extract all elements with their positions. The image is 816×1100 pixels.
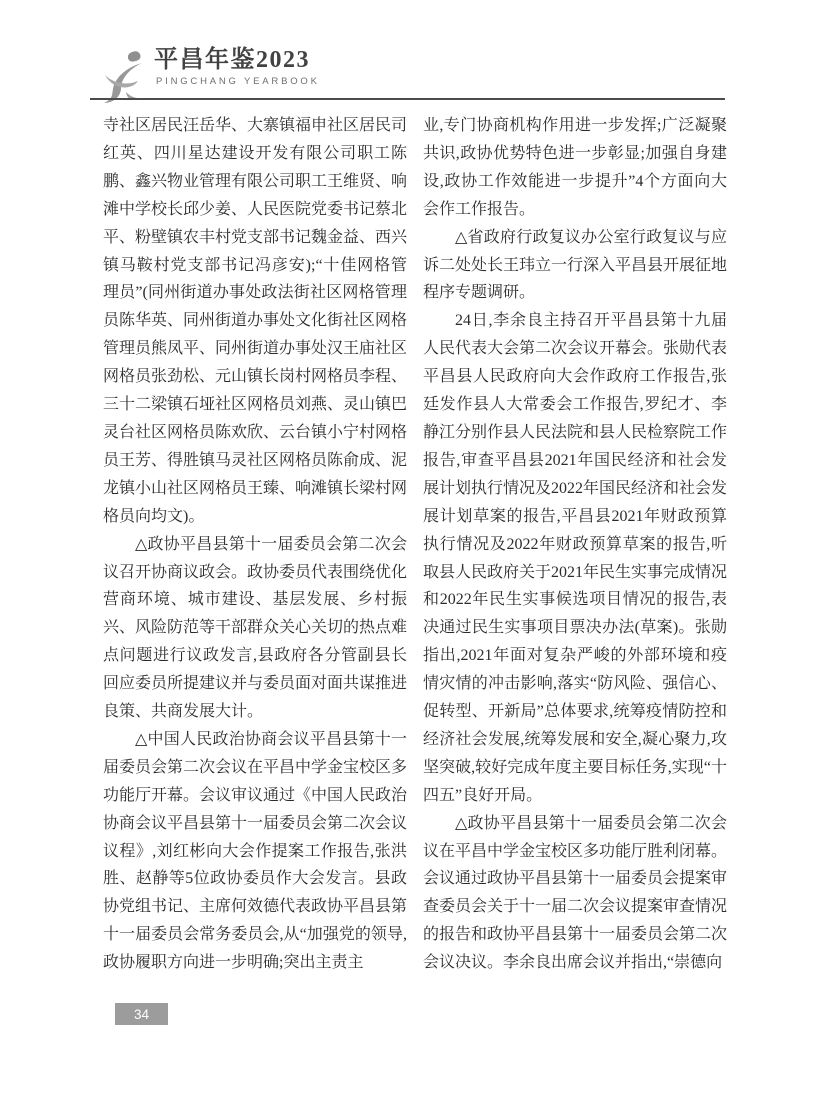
right-column: [423, 112, 727, 977]
page-number-badge: 34: [115, 1003, 168, 1025]
yearbook-logo-swoosh-icon: [96, 48, 148, 104]
paragraph-cppcc-session-closing: △政协平昌县第十一届委员会第二次会议在平昌中学金宝校区多功能厅胜利闭幕。会议通过政协平昌县第十一届委员会提案审查委员会关于十一届二次会议提案审查情况的报告和政协平昌县第十一届委员会第二次会议决议。李余良出席会议并指出,“崇德向: [423, 814, 728, 972]
paragraph-cppcc-session-opening: △中国人民政治协商会议平昌县第十一届委员会第二次会议在平昌中学金宝校区多功能厅开幕。会议审议通过《中国人民政治协商会议平昌县第十一届委员会第二次会议议程》,刘红彬向大会作提案工作报告,张洪胜、赵静等5位政协委员作大会发言。县政协党组书记、主席何效德代表政协平昌县第十一届委员会常务委员会,从“加强党的领导,政协履职方向进一步明确;突出主责主: [103, 730, 408, 972]
header-titles: [154, 46, 320, 87]
page-body: [103, 112, 727, 977]
left-column: [103, 112, 407, 977]
header-divider: [90, 98, 725, 100]
yearbook-subtitle: PINGCHANG YEARBOOK: [156, 76, 320, 87]
paragraph-cppcc-consultation-meeting: △政协平昌县第十一届委员会第二次会议召开协商议政会。政协委员代表围绕优化营商环境、城市建设、基层发展、乡村振兴、风险防范等干部群众关心关切的热点难点问题进行议政发言,县政府各分管副县长回应委员所提建议并与委员面对面共谋推进良策、共商发展大计。: [103, 535, 408, 721]
page-header: [96, 46, 320, 104]
paragraph-cppcc-report-continuation: 业,专门协商机构作用进一步发挥;广泛凝聚共识,政协优势特色进一步彰显;加强自身建设,政协工作效能进一步提升”4个方面向大会作工作报告。: [423, 117, 727, 218]
paragraph-grid-worker-awards-continuation: 寺社区居民汪岳华、大寨镇福申社区居民司红英、四川星达建设开发有限公司职工陈鹏、鑫兴物业管理有限公司职工王维贤、响滩中学校长邱少姜、人民医院党委书记蔡北平、粉壁镇农丰村党支部书记魏金益、西兴镇马鞍村党支部书记冯彦安);“十佳网格管理员”(同州街道办事处政法街社区网格管理员陈华英、同州街道办事处文化街社区网格管理员熊凤平、同州街道办事处汉王庙社区网格员张劲松、元山镇长岗村网格员李程、三十二梁镇石垭社区网格员刘燕、灵山镇巴灵台社区网格员陈欢欣、云台镇小宁村网格员王芳、得胜镇马灵社区网格员陈俞成、泥龙镇小山社区网格员王臻、响滩镇长梁村网格员向均文)。: [103, 117, 408, 525]
paragraph-provincial-review-office-survey: △省政府行政复议办公室行政复议与应诉二处处长王玮立一行深入平昌县开展征地程序专题调研。: [423, 228, 728, 302]
paragraph-peoples-congress-opening: 24日,李余良主持召开平昌县第十九届人民代表大会第二次会议开幕会。张勋代表平昌县人民政府向大会作政府工作报告,张廷发作县人大常委会工作报告,罗纪才、李静江分别作县人民法院和县人民检察院工作报告,审查平昌县2021年国民经济和社会发展计划执行情况及2022年国民经济和社会发展计划草案的报告,平昌县2021年财政预算执行情况及2022年财政预算草案的报告,听取县人民政府关于2021年民生实事完成情况和2022年民生实事候选项目情况的报告,表决通过民生实事项目票决办法(草案)。张勋指出,2021年面对复杂严峻的外部环境和疫情灾情的冲击影响,落实“防风险、强信心、促转型、开新局”总体要求,统筹疫情防控和经济社会发展,统筹发展和安全,凝心聚力,攻坚突破,较好完成年度主要目标任务,实现“十四五”良好开局。: [423, 312, 728, 804]
yearbook-title: 平昌年鉴2023: [154, 47, 310, 73]
